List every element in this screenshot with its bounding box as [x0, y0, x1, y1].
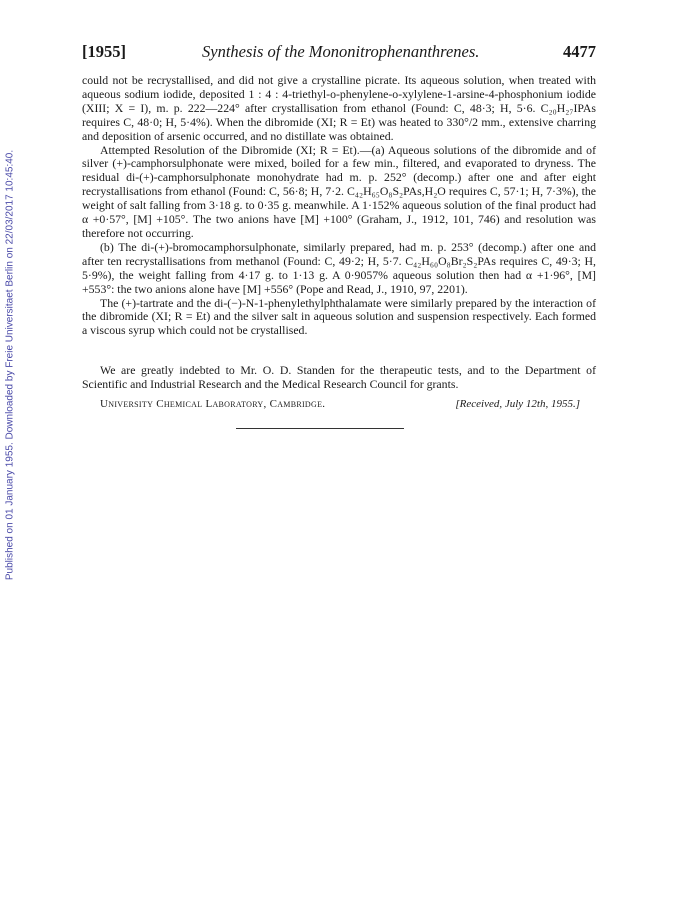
paragraph-tartrate: The (+)-tartrate and the di-(−)-N-1-phenylethylphthalamate were similarly prepared by the interaction of the dibromide (XI; R = Et) and the silver salt in aqueous solution and suspension respectively. Each formed a viscous syrup which could not be crystallised.: [82, 295, 596, 338]
paragraph-resolution-b: (b) The di-(+)-bromocamphorsulphonate, similarly prepared, had m. p. 253° (decomp.) after one and after ten recrystallisations from methanol (Found: C, 49·2; H, 5·7. C₄₂H₆₀O₈Br₂S₂PAs requires C, 49·3; H, 5·9%), the weight falling from 4·17 g. to 1·13 g. A 0·9057% aqueous solution then had α +1·96°, [M] +553°: the two anions alone have [M] +556° (Pope and Read, J., 1910, 97, 2201).: [82, 239, 596, 296]
header-year: [1955]: [82, 42, 126, 61]
page-number: 4477: [563, 42, 596, 61]
download-watermark: [0, 0, 20, 912]
body-text: [82, 74, 596, 338]
download-notice: Published on 01 January 1955. Downloaded by Freie Universitaet Berlin on 22/03/2017 10:45:40.: [4, 149, 16, 581]
received-date: [Received, July 12th, 1955.]: [455, 398, 580, 410]
affiliation: University Chemical Laboratory, Cambridge.: [100, 398, 326, 410]
acknowledgements: [82, 364, 596, 392]
paragraph-continuation: could not be recrystallised, and did not give a crystalline picrate. Its aqueous solution, when treated with aqueous sodium iodide, deposited 1 : 4 : 4-triethyl-o-phenylene-o-xylylene-1-arsine-4-phosphonium iodide (XIII; X = I), m. p. 222—224° after crystallisation from ethanol (Found: C, 48·3; H, 5·6. C₂₀H₂₇IPAs requires C, 48·0; H, 5·4%). When the dibromide (XI; R = Et) was heated to 330°/2 mm., extensive charring and deposition of arsenic occurred, and no distillate was obtained.: [82, 73, 596, 143]
end-rule: [236, 428, 404, 429]
paragraph-acknowledgement: We are greatly indebted to Mr. O. D. Standen for the therapeutic tests, and to the Department of Scientific and Industrial Research and the Medical Research Council for grants.: [82, 363, 596, 391]
header-title: Synthesis of the Mononitrophenanthrenes.: [202, 42, 480, 61]
affiliation-line: [100, 398, 580, 414]
paragraph-resolution-a: Attempted Resolution of the Dibromide (XI; R = Et).—(a) Aqueous solutions of the dibromide and of silver (+)-camphorsulphonate were mixed, boiled for a few min., filtered, and evaporated to dryness. The residual di-(+)-camphorsulphonate monohydrate had m. p. 252° (decomp.) after one and after eight recrystallisations from ethanol (Found: C, 56·8; H, 7·2. C₄₂H₆₅O₈S₂PAs,H₂O requires C, 57·1; H, 7·3%), the weight of salt falling from 3·18 g. to 0·35 g. meanwhile. A 1·152% aqueous solution of the final product had α +0·57°, [M] +105°. The two anions have [M] +100° (Graham, J., 1912, 101, 746) and resolution was therefore not occurring.: [82, 142, 596, 240]
running-header: [82, 42, 596, 64]
